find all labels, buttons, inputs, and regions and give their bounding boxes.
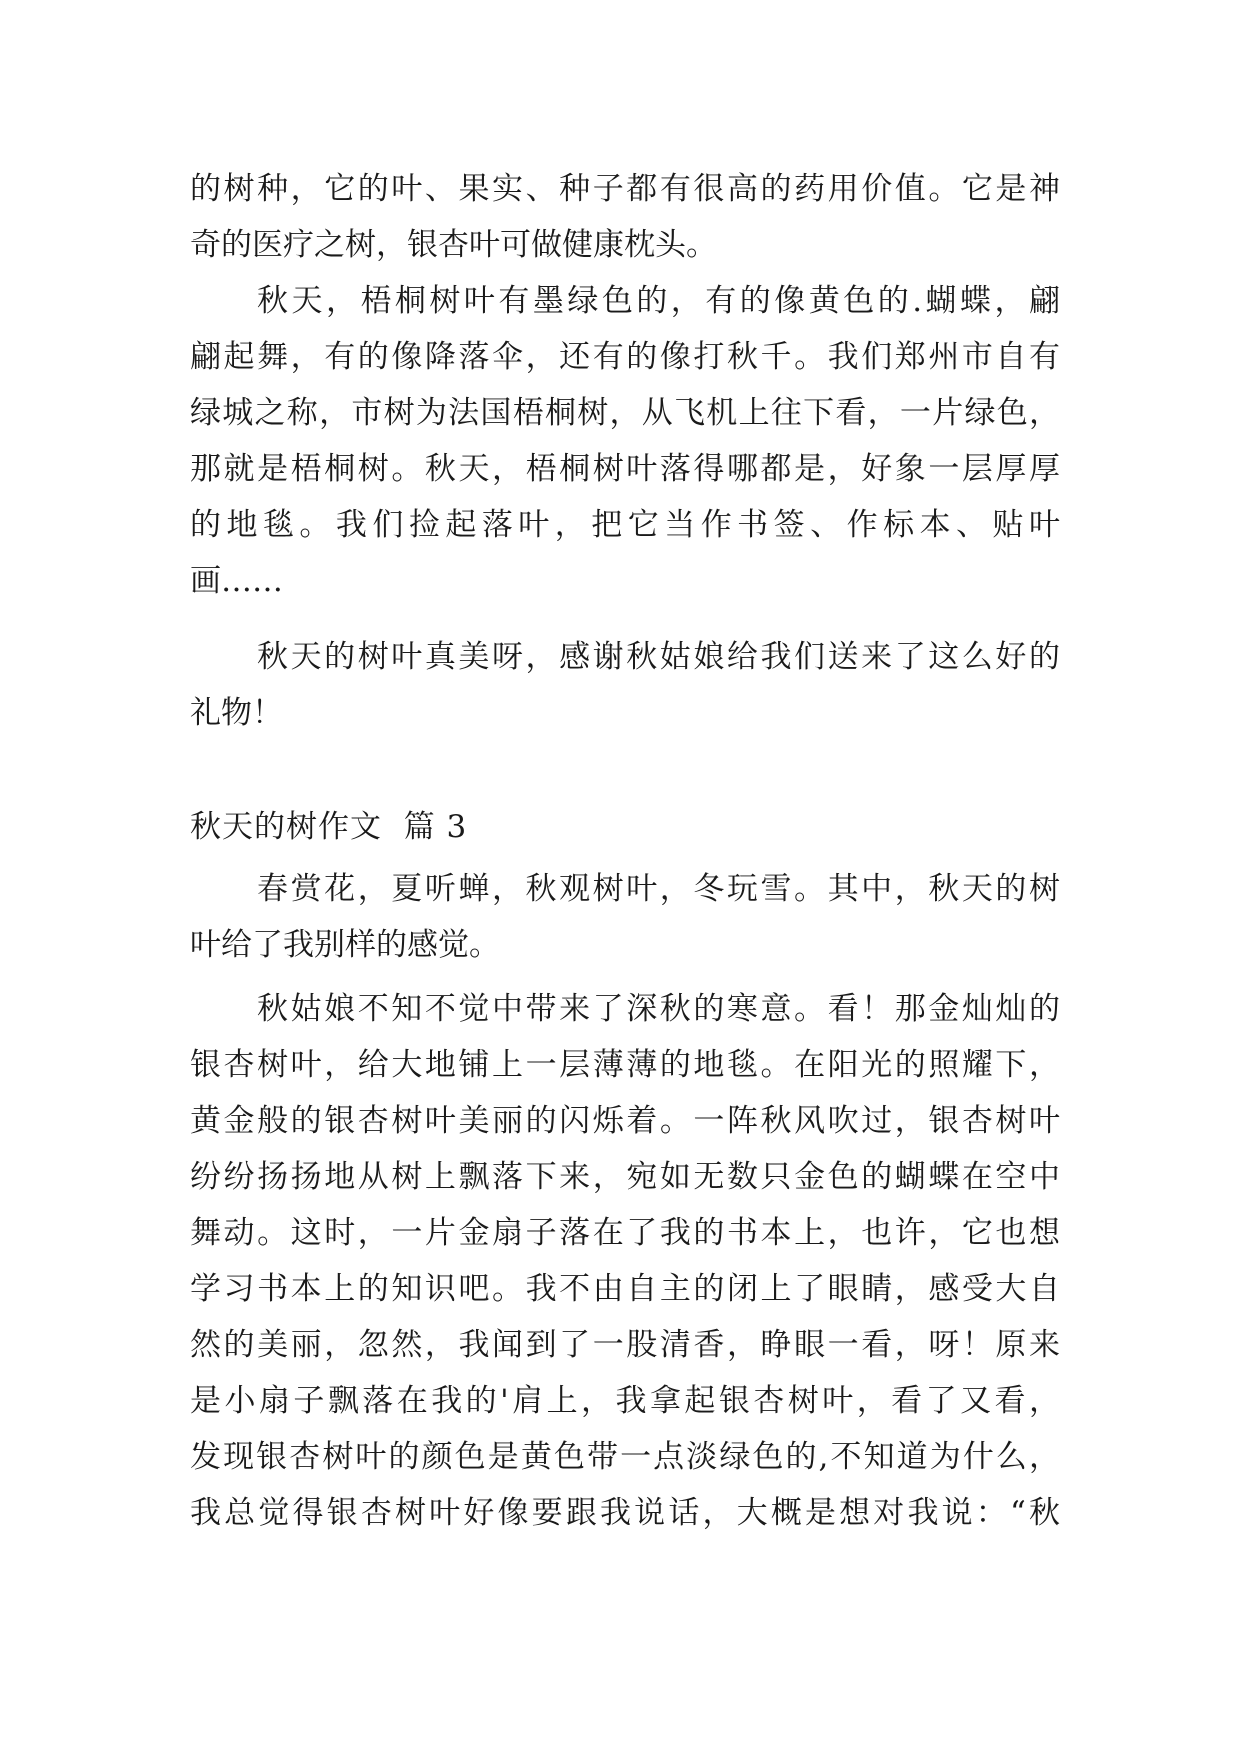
- paragraph-line: 学习书本上的知识吧。我不由自主的闭上了眼睛，感受大自: [190, 1271, 1060, 1307]
- paragraph-line: 画……: [190, 563, 283, 599]
- paragraph-line: 我总觉得银杏树叶好像要跟我说话，大概是想对我说：“秋: [190, 1495, 1060, 1531]
- paragraph-line: 纷纷扬扬地从树上飘落下来，宛如无数只金色的蝴蝶在空中: [190, 1159, 1060, 1195]
- paragraph-line: 绿城之称，市树为法国梧桐树，从飞机上往下看，一片绿色，: [190, 395, 1060, 431]
- paragraph-line: 秋天的树叶真美呀，感谢秋姑娘给我们送来了这么好的: [257, 639, 1060, 675]
- paragraph-line: 的地毯。我们捡起落叶，把它当作书签、作标本、贴叶: [190, 507, 1060, 543]
- section-heading: 秋天的树作文 篇 3: [190, 809, 468, 845]
- paragraph-line: 翩起舞，有的像降落伞，还有的像打秋千。我们郑州市自有: [190, 339, 1060, 375]
- paragraph-line: 的树种，它的叶、果实、种子都有很高的药用价值。它是神: [190, 171, 1060, 207]
- paragraph-line: 发现银杏树叶的颜色是黄色带一点淡绿色的,不知道为什么，: [190, 1439, 1060, 1475]
- paragraph-line: 礼物！: [190, 695, 283, 731]
- paragraph-line: 银杏树叶，给大地铺上一层薄薄的地毯。在阳光的照耀下，: [190, 1047, 1060, 1083]
- paragraph-line: 秋天，梧桐树叶有墨绿色的，有的像黄色的.蝴蝶，翩: [257, 283, 1060, 319]
- paragraph-line: 叶给了我别样的感觉。: [190, 927, 500, 963]
- paragraph-line: 春赏花，夏听蝉，秋观树叶，冬玩雪。其中，秋天的树: [257, 871, 1060, 907]
- paragraph-line: 舞动。这时，一片金扇子落在了我的书本上，也许，它也想: [190, 1215, 1060, 1251]
- paragraph-line: 是小扇子飘落在我的'肩上，我拿起银杏树叶，看了又看，: [190, 1383, 1060, 1419]
- paragraph-line: 秋姑娘不知不觉中带来了深秋的寒意。看！那金灿灿的: [257, 991, 1060, 1027]
- paragraph-line: 黄金般的银杏树叶美丽的闪烁着。一阵秋风吹过，银杏树叶: [190, 1103, 1060, 1139]
- paragraph-line: 然的美丽，忽然，我闻到了一股清香，睁眼一看，呀！原来: [190, 1327, 1060, 1363]
- paragraph-line: 奇的医疗之树，银杏叶可做健康枕头。: [190, 227, 717, 263]
- paragraph-line: 那就是梧桐树。秋天，梧桐树叶落得哪都是，好象一层厚厚: [190, 451, 1060, 487]
